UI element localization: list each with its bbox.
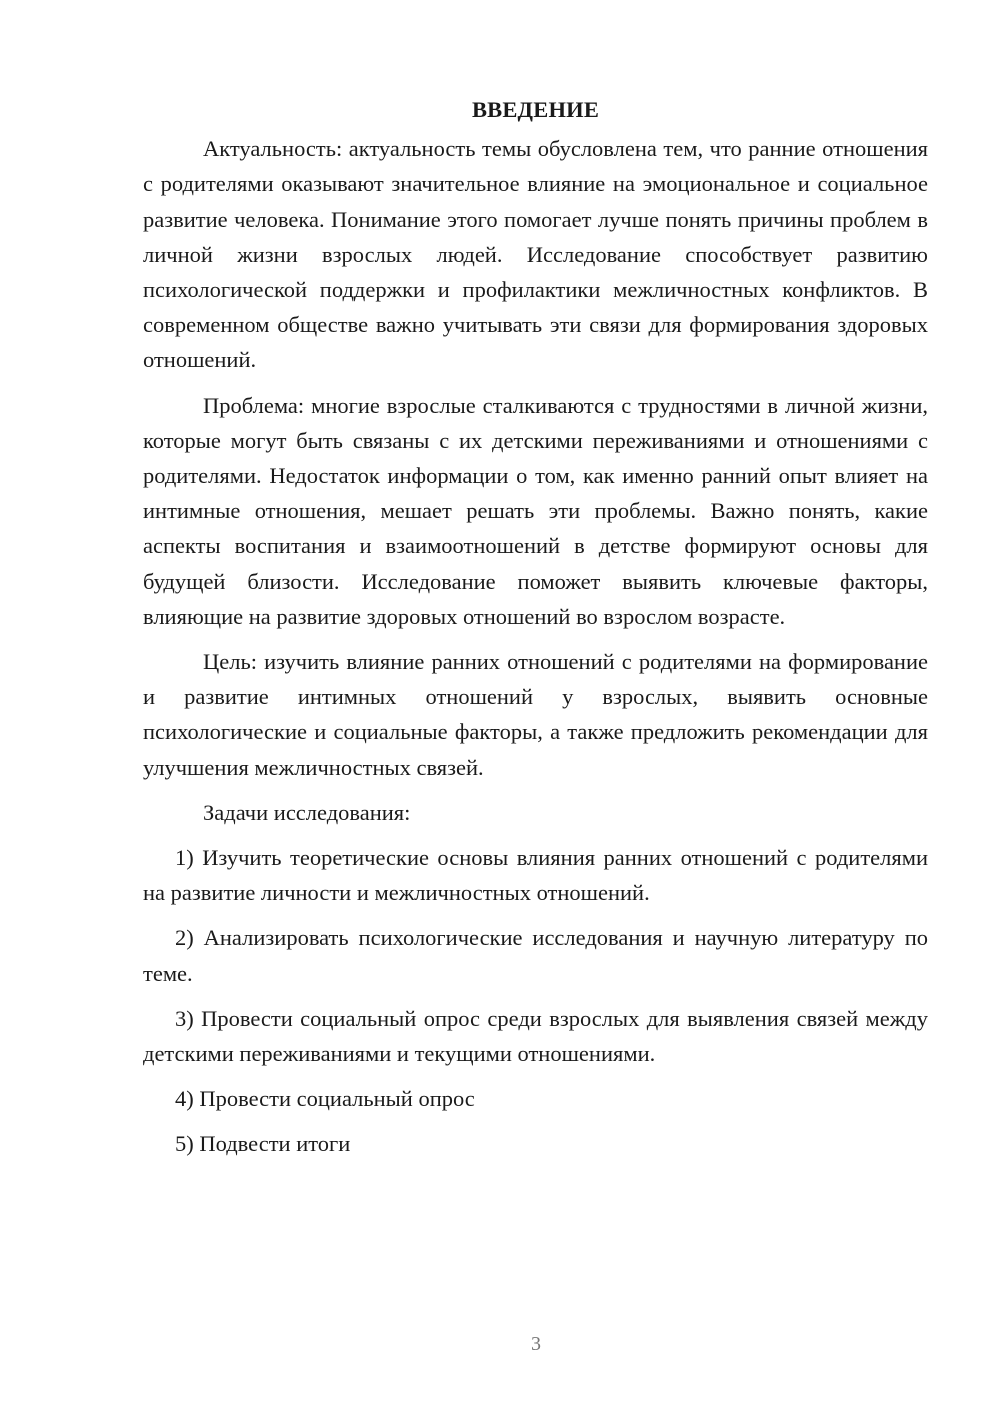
task-item-3: 3) Провести социальный опрос среди взрослых для выявления связей между детскими переживаниями и текущими отношениями. [143,1005,928,1067]
task-item-2: 2) Анализировать психологические исследования и научную литературу по теме. [143,925,928,986]
task-item-1: 1) Изучить теоретические основы влияния ранних отношений с родителями на развитие личности и межличностных отношений. [143,845,928,906]
task-item-5: 5) Подвести итоги [175,1131,351,1157]
page-content [143,92,928,1172]
paragraph-goal: Цель: изучить влияние ранних отношений с родителями на формирование и развитие интимных отношений у взрослых, выявить основные психологические и социальные факторы, а также предложить рекомендации для улучшения межличностных связей. [143,649,928,780]
task-item-4: 4) Провести социальный опрос [175,1086,475,1112]
task-list [143,840,928,1162]
paragraph-problem: Проблема: многие взрослые сталкиваются с трудностями в личной жизни, которые могут быть связаны с их детскими переживаниями и отношениями с родителями. Недостаток информации о том, как именно ранний опыт влияет на интимные отношения, мешает решать эти проблемы. Важно понять, какие аспекты воспитания и взаимоотношений в детстве формируют основы для будущей близости. Исследование поможет выявить ключевые факторы, влияющие на развитие здоровых отношений во взрослом возрасте. [143,392,928,629]
paragraph-relevance: Актуальность: актуальность темы обусловлена тем, что ранние отношения с родителями оказывают значительное влияние на эмоциональное и социальное развитие человека. Понимание этого помогает лучше понять причины проблем в личной жизни взрослых людей. Исследование способствует развитию психологической поддержки и профилактики межличностных конфликтов. В современном обществе важно учитывать эти связи для формирования здоровых отношений. [143,136,928,373]
page-number: 3 [531,1333,541,1355]
paragraph-tasks-heading: Задачи исследования: [203,799,411,825]
section-title: ВВЕДЕНИЕ [471,97,600,122]
